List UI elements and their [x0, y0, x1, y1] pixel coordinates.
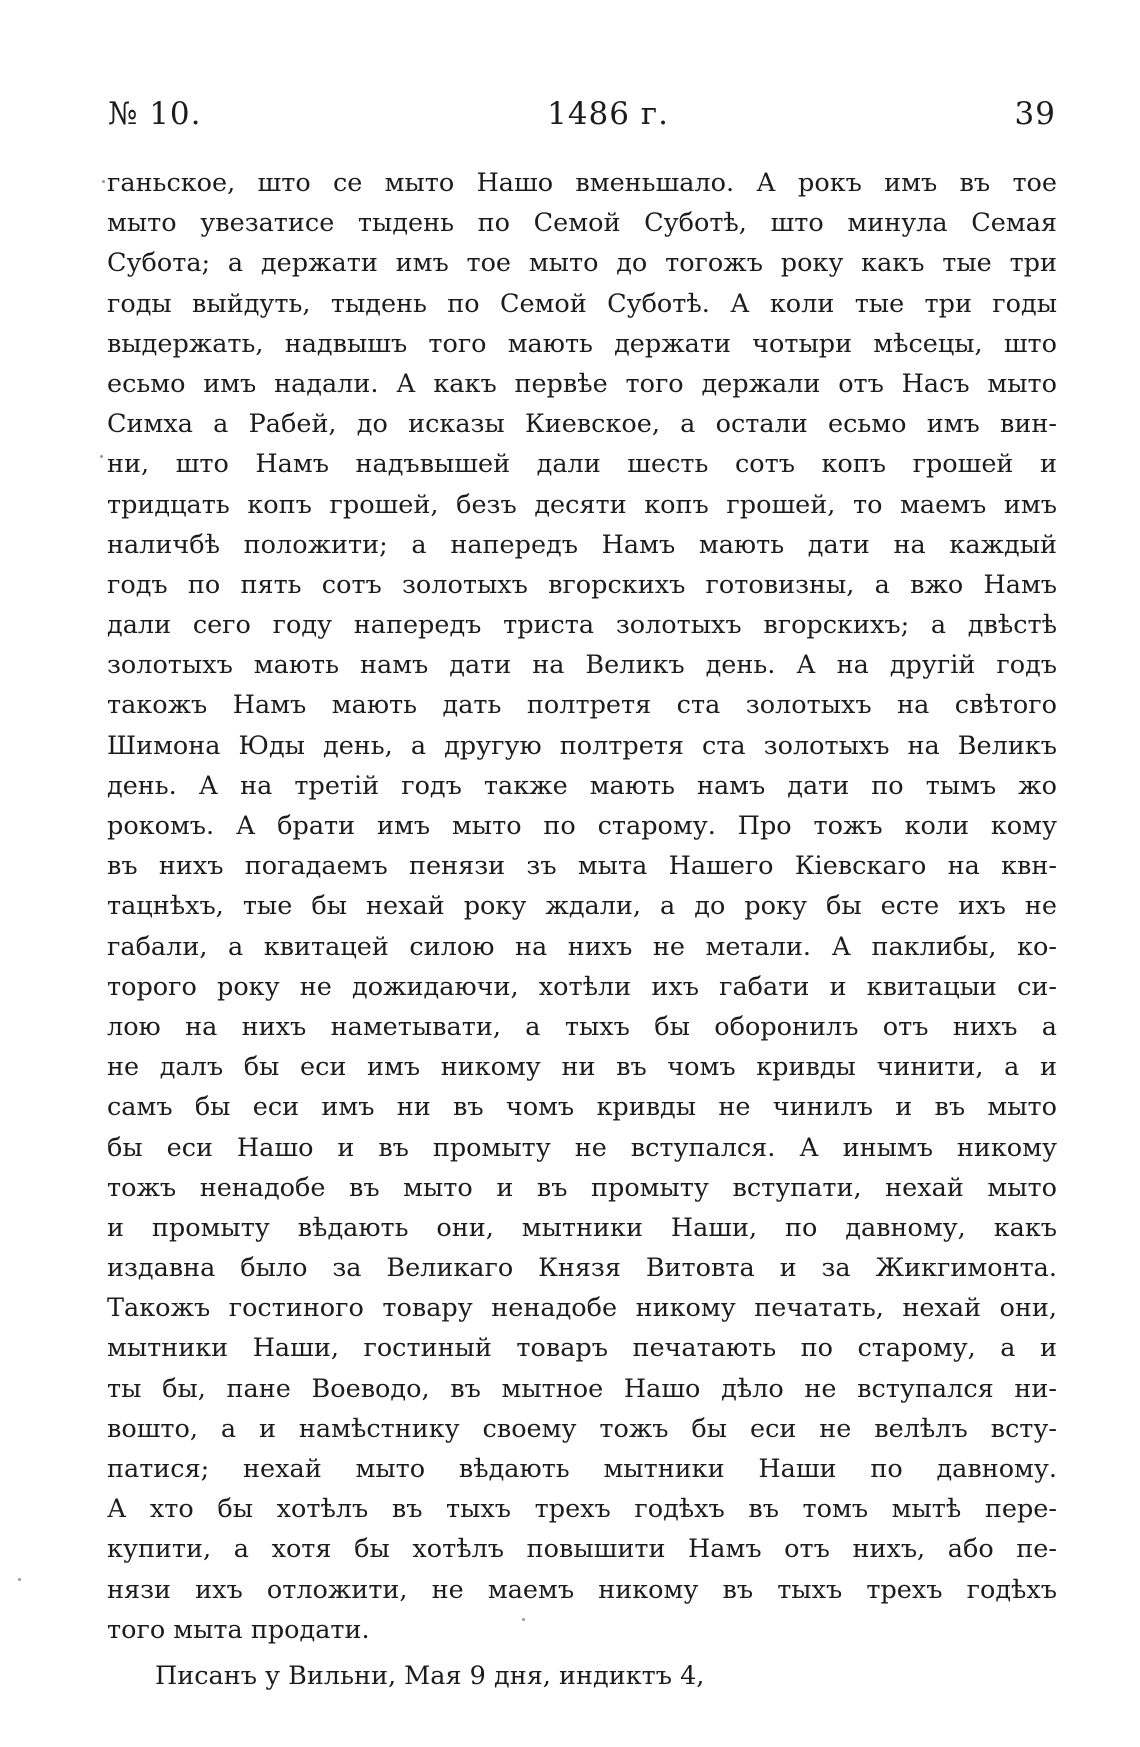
- text-line: вошто, а и намѣстнику своему тожъ бы еси не велѣлъ всту-: [107, 1413, 1057, 1444]
- text-line: габали, а квитацей силою на нихъ не метали. А паклибы, ко-: [107, 931, 1057, 962]
- text-line: выдержать, надвышъ того мають держати чотыри мѣсецы, што: [107, 328, 1057, 359]
- text-line: тацнѣхъ, тые бы нехай року ждали, а до року бы есте ихъ не: [107, 891, 1057, 922]
- text-line: мыто увезатисе тыдень по Семой Суботѣ, што минула Семая: [107, 208, 1057, 239]
- body-text: [107, 163, 1057, 1696]
- text-line: Симха а Рабей, до исказы Киевское, а остали есьмо имъ вин-: [107, 409, 1057, 440]
- text-line: ты бы, пане Воеводо, въ мытное Нашо дѣло не вступался ни-: [107, 1373, 1057, 1404]
- text-line: А хто бы хотѣлъ въ тыхъ трехъ годѣхъ въ томъ мытѣ пере-: [107, 1494, 1057, 1525]
- text-line: тожъ ненадобе въ мыто и въ промыту вступати, нехай мыто: [107, 1172, 1057, 1203]
- text-line: ганьское, што се мыто Нашо вменьшало. А рокъ имъ въ тое: [107, 168, 1057, 198]
- text-line: не далъ бы еси имъ никому ни въ чомъ кривды чинити, а и: [107, 1052, 1057, 1083]
- dateline: Писанъ у Вильни, Мая 9 дня, индиктъ 4,: [155, 1660, 705, 1691]
- text-line: рокомъ. А брати имъ мыто по старому. Про тожъ коли кому: [107, 811, 1057, 841]
- paper-speck: [522, 1618, 525, 1621]
- text-line: день. А на третій годъ также мають намъ дати по тымъ жо: [107, 770, 1057, 801]
- paper-speck: [102, 180, 105, 183]
- text-line: дали сего году напередъ триста золотыхъ вгорскихъ; а двѣстѣ: [107, 610, 1057, 641]
- text-line: торого року не дожидаючи, хотѣли ихъ габати и квитацыи си-: [107, 971, 1057, 1002]
- text-line: купити, а хотя бы хотѣлъ повышити Намъ отъ нихъ, або пе-: [107, 1534, 1057, 1565]
- text-line: есьмо имъ надали. А какъ первѣе того держали отъ Насъ мыто: [107, 368, 1057, 399]
- text-line: годъ по пять сотъ золотыхъ вгорскихъ готовизны, а вжо Намъ: [107, 569, 1057, 600]
- paper-speck: [100, 455, 103, 458]
- text-line: самъ бы еси имъ ни въ чомъ кривды не чинилъ и въ мыто: [107, 1092, 1057, 1123]
- text-line: наличбѣ положити; а напередъ Намъ мають дати на каждый: [107, 529, 1057, 560]
- text-line: издавна было за Великаго Князя Витовта и за Жикгимонта.: [107, 1253, 1057, 1284]
- text-line: Шимона Юды день, а другую полтретя ста золотыхъ на Великъ: [107, 730, 1057, 761]
- text-line: лою на нихъ наметывати, а тыхъ бы оборонилъ отъ нихъ а: [107, 1011, 1057, 1042]
- page-number: 39: [1014, 96, 1056, 132]
- text-line: патися; нехай мыто вѣдають мытники Наши по давному.: [107, 1454, 1057, 1484]
- document-number: № 10.: [108, 96, 202, 132]
- document-year: 1486 г.: [547, 96, 669, 132]
- text-line: годы выйдуть, тыдень по Семой Суботѣ. А коли тые три годы: [107, 288, 1057, 319]
- text-line: такожъ Намъ мають дать полтретя ста золотыхъ на свѣтого: [107, 690, 1057, 721]
- text-line: и промыту вѣдають они, мытники Наши, по давному, какъ: [107, 1212, 1057, 1243]
- text-line: нязи ихъ отложити, не маемъ никому въ тыхъ трехъ годѣхъ: [107, 1574, 1057, 1605]
- text-line-paragraph-end: того мыта продати.: [107, 1614, 370, 1645]
- text-line: ни, што Намъ надъвышей дали шесть сотъ копъ грошей и: [107, 449, 1057, 480]
- text-line: мытники Наши, гостиный товаръ печатають по старому, а и: [107, 1333, 1057, 1364]
- text-line: Субота; а держати имъ тое мыто до тогожъ року какъ тые три: [107, 248, 1057, 279]
- text-line: Такожъ гостиного товару ненадобе никому печатать, нехай они,: [107, 1293, 1057, 1324]
- text-line: въ нихъ погадаемъ пенязи зъ мыта Нашего Кіевскаго на квн-: [107, 851, 1057, 882]
- text-line: бы еси Нашо и въ промыту не вступался. А инымъ никому: [107, 1132, 1057, 1163]
- text-line: тридцать копъ грошей, безъ десяти копъ грошей, то маемъ имъ: [107, 489, 1057, 520]
- paper-speck: [18, 1578, 21, 1581]
- text-line: золотыхъ мають намъ дати на Великъ день. А на другій годъ: [107, 650, 1057, 681]
- running-head: [108, 96, 1056, 140]
